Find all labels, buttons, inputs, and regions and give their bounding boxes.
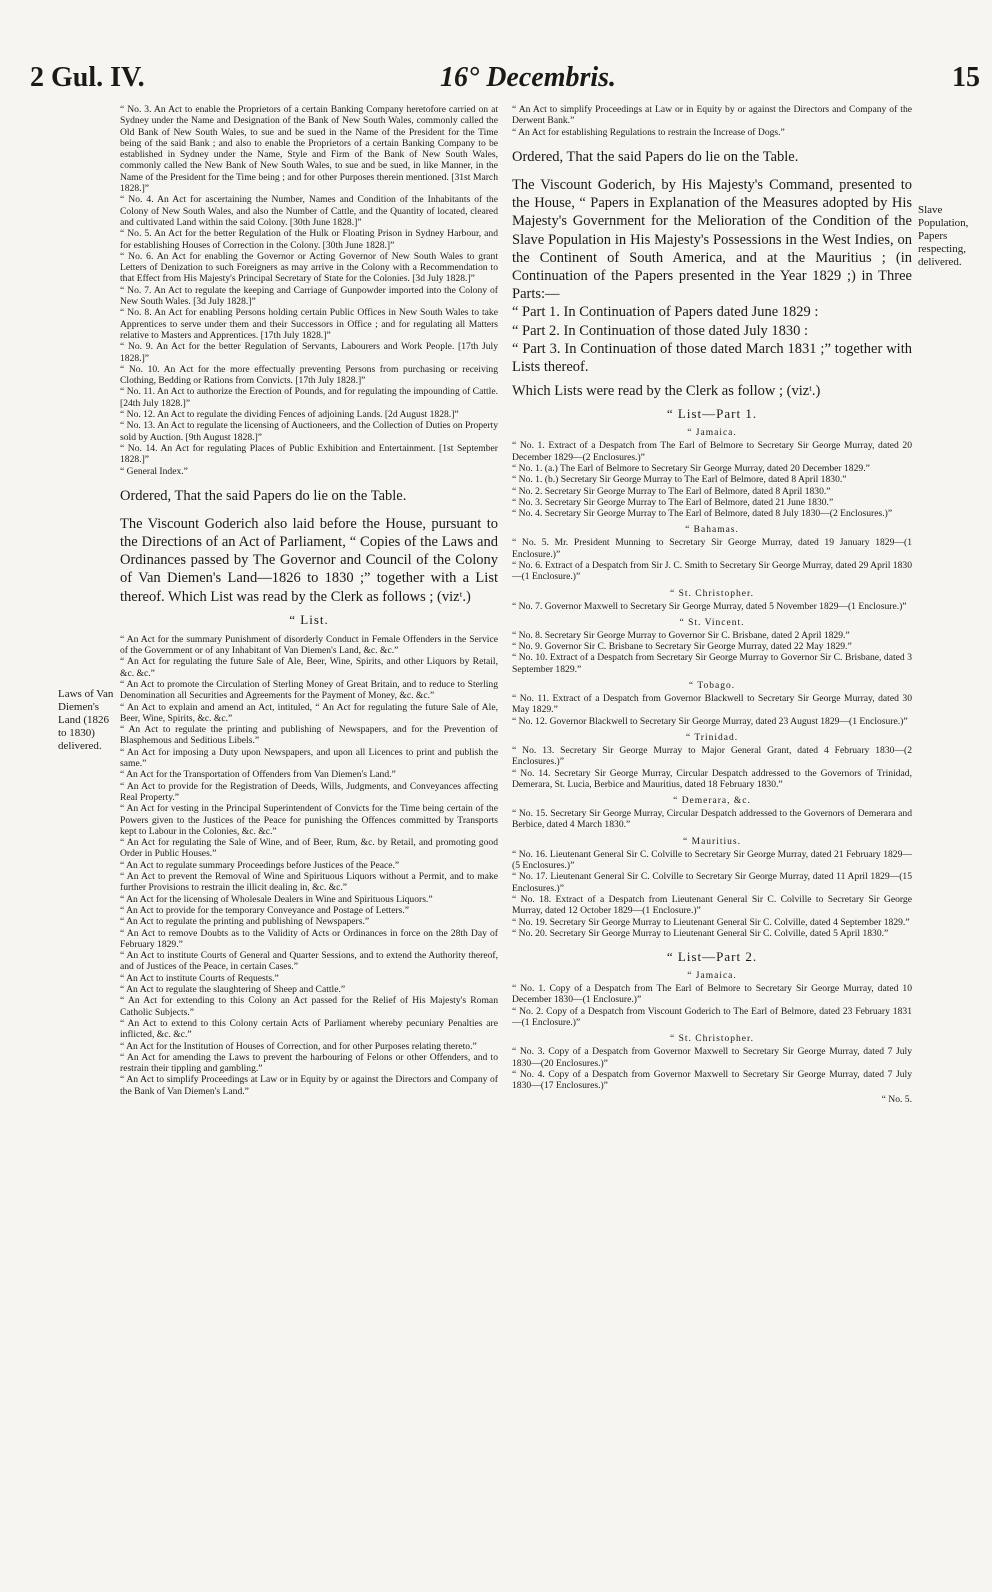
list-heading: “ List. [289, 611, 329, 627]
act-entry: “ An Act to prevent the Removal of Wine and Spirituous Liquors without a Permit, and to make further Provisions to restrain the illicit dealing in, &c. &c.” [120, 871, 498, 894]
act-entry: “ No. 4. An Act for ascertaining the Number, Names and Condition of the Inhabitants of the Colony of New South Wales, and also the Number of Cattle, and the Quantity of located, cleared and cultivated Land within the said Colony. [30th June 1828.]” [120, 194, 498, 228]
ordered-statement-2: Ordered, That the said Papers do lie on the Table. [512, 148, 799, 165]
part-line: “ Part 1. In Continuation of Papers dated June 1829 : [512, 304, 819, 321]
despatch-entry: “ No. 19. Secretary Sir George Murray to Lieutenant General Sir C. Colville, dated 4 September 1829.” [512, 916, 910, 928]
despatch-entry: “ No. 4. Secretary Sir George Murray to The Earl of Belmore, dated 8 July 1830—(2 Enclosures.)” [512, 508, 893, 520]
act-entry: “ An Act for imposing a Duty upon Newspapers, and upon all Licences to print and publish the same.” [120, 746, 498, 770]
act-entry: “ No. 11. An Act to authorize the Erection of Pounds, and for regulating the impounding of Cattle. [24th July 1828.]” [120, 386, 498, 409]
despatch-entry: “ No. 16. Lieutenant General Sir C. Colville to Secretary Sir George Murray, dated 21 February 1829—(5 Enclosures.)” [512, 848, 912, 872]
act-entry: “ An Act to institute Courts of General and Quarter Sessions, and to extend the Authority thereof, and of Justices of the Peace, in certain Cases.” [120, 950, 498, 973]
act-entry: “ An Act for regulating the future Sale of Ale, Beer, Wine, Spirits, and other Liquors by Retail, &c. &c.” [120, 656, 498, 679]
despatch-entry: “ No. 3. Copy of a Despatch from Governor Maxwell to Secretary Sir George Murray, dated 7 July 1830—(20 Enclosures.)” [512, 1046, 912, 1069]
act-entry: “ No. 13. An Act to regulate the licensing of Auctioneers, and the Collection of Duties on Property sold by Auction. [9th August 1828.]” [120, 420, 498, 443]
page-number: 15 [952, 62, 980, 93]
act-entry: “ An Act to extend to this Colony certain Acts of Parliament whereby pecuniary Penalties are inflicted, &c. &c.” [120, 1017, 498, 1041]
despatch-entry: “ No. 4. Copy of a Despatch from Governor Maxwell to Secretary Sir George Murray, dated 7 July 1830—(17 Enclosures.)” [512, 1068, 912, 1092]
act-entry: “ No. 8. An Act for enabling Persons holding certain Public Offices in New South Wales to take Apprentices to serve under them and their Successors in Office ; and for regulating all Matters relative to Masters and Apprentices. [17th July 1828.]” [120, 307, 498, 341]
act-entry: “ An Act to promote the Circulation of Sterling Money of Great Britain, and to reduce to Sterling Denomination all Securities and Agreements for the Payment of Money, &c. &c.” [120, 679, 498, 702]
despatch-entry: “ No. 10. Extract of a Despatch from Secretary Sir George Murray to Governor Sir C. Brisbane, dated 3 September 1829.” [512, 652, 912, 675]
act-entry: “ No. 10. An Act for the more effectually preventing Persons from purchasing or receiving Clothing, Bedding or Rations from Convicts. [17th July 1828.]” [120, 363, 498, 387]
despatch-entry: “ No. 13. Secretary Sir George Murray to Major General Grant, dated 4 February 1830—(2 Enclosures.)” [512, 744, 912, 768]
goderich-paragraph: The Viscount Goderich also laid before the House, pursuant to the Directions of an Act of Parliament, “ Copies of the Laws and Ordinances passed by The Governor and Council of the Colony of Van Diemen's Land—1826 to 1830 ;” together with a List thereof. Which List was read by the Clerk as follows ; (vizᵗ.) [120, 515, 498, 605]
despatch-entry: “ No. 17. Lieutenant General Sir C. Colville to Secretary Sir George Murray, dated 11 April 1829—(15 Enclosures.)” [512, 871, 912, 894]
despatch-entry: “ No. 1. Copy of a Despatch from The Earl of Belmore to Secretary Sir George Murray, dated 10 December 1830—(1 Enclosure.)” [512, 983, 912, 1006]
slave-paragraph: The Viscount Goderich, by His Majesty's Command, presented to the House, “ Papers in Explanation of the Measures adopted by His Majesty's Government for the Melioration of the Condition of the Slave Population in His Majesty's Possessions in the West Indies, on the Continent of South America, and at the Mauritius ; (in Continuation of the Papers presented in the Year 1829 ;) in Three Parts:— [512, 176, 912, 303]
act-entry: “ No. 12. An Act to regulate the dividing Fences of adjoining Lands. [2d August 1828.]” [120, 409, 459, 421]
act-entry: “ An Act for regulating the Sale of Wine, and of Beer, Rum, &c. by Retail, and promoting good Order in Public Houses.” [120, 837, 498, 860]
ordered-statement: Ordered, That the said Papers do lie on the Table. [120, 487, 407, 504]
act-entry: “ An Act for vesting in the Principal Superintendent of Convicts for the Time being certain of the Powers given to the Justices of the Peace for punishing the Offences committed by Transports kept to Labour in the Colonies, &c. &c.” [120, 803, 498, 837]
nsw-act-list [120, 104, 498, 477]
parts-list [512, 303, 912, 376]
despatch-entry: “ No. 1. (b.) Secretary Sir George Murray to The Earl of Belmore, dated 8 April 1830.” [512, 474, 847, 486]
colony-heading: “ Bahamas. [685, 525, 739, 536]
despatch-entry: “ No. 3. Secretary Sir George Murray to The Earl of Belmore, dated 21 June 1830.” [512, 496, 834, 508]
despatch-entry: “ No. 5. Mr. President Munning to Secretary Sir George Murray, dated 19 January 1829—(1 Enclosure.)” [512, 537, 912, 560]
sidenote-van-diemen: Laws of Van Diemen's Land (1826 to 1830) delivered. [58, 688, 114, 752]
derwent-act-list [512, 104, 912, 138]
act-entry: “ An Act to regulate the slaughtering of Sheep and Cattle.” [120, 984, 346, 996]
page-date: 16° Decembris. [440, 62, 617, 93]
act-entry: “ An Act to provide for the temporary Conveyance and Postage of Letters.” [120, 904, 410, 916]
act-entry: “ An Act for extending to this Colony an Act passed for the Relief of His Majesty's Roman Catholic Subjects.” [120, 995, 498, 1018]
act-entry: “ No. 3. An Act to enable the Proprietors of a certain Banking Company heretofore carried on at Sydney under the Name and Designation of the Bank of New South Wales, commonly called the Old Bank of New South Wales, to sue and be sued in the Name of the President for the Time being of the said Bank ; and also to enable the Proprietors of a certain Banking Company to be established in Sydney under the Name, Style and Firm of the Bank of New South Wales, commonly called the New Bank of New South Wales, to sue and be sued, in like Manner, in the Name of the President for the Time being ; and for other Purposes therein mentioned. [31st March 1828.]” [120, 104, 498, 195]
act-entry: “ An Act to simplify Proceedings at Law or in Equity by or against the Directors and Company of the Bank of Van Diemen's Land.” [120, 1074, 498, 1097]
colony-heading: “ Demerara, &c. [673, 796, 751, 807]
left-column [120, 104, 498, 1097]
colony-heading: “ Jamaica. [687, 428, 737, 439]
act-entry: “ An Act to regulate the printing and publishing of Newspapers, and for the Prevention of Blasphemous and Seditious Libels.” [120, 724, 498, 747]
act-entry: “ An Act to regulate the printing and publishing of Newspapers.” [120, 916, 370, 928]
act-entry: “ No. 6. An Act for enabling the Governor or Acting Governor of New South Wales to grant Letters of Denization to such Foreigners as may arrive in the Colony with a Recommendation to that Effect from His Majesty's Principal Secretary of State for the Colonies. [3d July 1828.]” [120, 250, 498, 285]
part1-sections [512, 428, 912, 939]
list-part1-heading: “ List—Part 1. [666, 406, 758, 422]
act-entry: “ An Act to provide for the Registration of Deeds, Wills, Judgments, and Conveyances affecting Real Property.” [120, 780, 498, 803]
despatch-entry: “ No. 1. Extract of a Despatch from The Earl of Belmore to Secretary Sir George Murray, dated 20 December 1829—(2 Enclosures.)” [512, 440, 912, 463]
colony-heading: “ St. Vincent. [679, 617, 745, 628]
catchword: “ No. 5. [881, 1093, 912, 1105]
act-entry: “ An Act for the Institution of Houses of Correction, and for other Purposes relating thereto.” [120, 1040, 477, 1052]
despatch-entry: “ No. 15. Secretary Sir George Murray, Circular Despatch addressed to the Governors of Demerara and Berbice, dated 4 March 1830.” [512, 808, 912, 831]
despatch-entry: “ No. 18. Extract of a Despatch from Lieutenant General Sir C. Colville to Secretary Sir George Murray, dated 12 October 1829—(1 Enclosure.)” [512, 893, 912, 917]
vdl-act-list [120, 634, 498, 1097]
act-entry: “ No. 5. An Act for the better Regulation of the Hulk or Floating Prison in Sydney Harbour, and for establishing Houses of Correction in the Colony. [30th June 1828.]” [120, 228, 498, 251]
colony-heading: “ St. Christopher. [670, 588, 754, 599]
despatch-entry: “ No. 2. Secretary Sir George Murray to The Earl of Belmore, dated 8 April 1830.” [512, 485, 831, 497]
act-entry: “ An Act for the licensing of Wholesale Dealers in Wine and Spirituous Liquors.” [120, 893, 433, 905]
list-part2-heading: “ List—Part 2. [666, 949, 758, 965]
colony-heading: “ Tobago. [688, 681, 736, 692]
act-entry: “ No. 9. An Act for the better Regulation of Servants, Labourers and Work People. [17th July 1828.]” [120, 341, 498, 364]
despatch-entry: “ No. 11. Extract of a Despatch from Governor Blackwell to Secretary Sir George Murray, dated 30 May 1829.” [512, 693, 912, 716]
act-entry: “ An Act for the Transportation of Offenders from Van Diemen's Land.” [120, 769, 396, 781]
despatch-entry: “ No. 14. Secretary Sir George Murray, Circular Despatch addressed to the Governors of Trinidad, Demerara, St. Lucia, Berbice and Mauritius, dated 18 February 1830.” [512, 767, 912, 790]
act-entry: “ An Act to simplify Proceedings at Law or in Equity by or against the Directors and Company of the Derwent Bank.” [512, 104, 912, 127]
act-entry: “ An Act to regulate summary Proceedings before Justices of the Peace.” [120, 859, 400, 871]
act-entry: “ An Act for amending the Laws to prevent the harbouring of Felons or other Offenders, and to restrain their tippling and gambling.” [120, 1051, 498, 1075]
sidenote-slave-population: Slave Population, Papers respecting, delivered. [918, 204, 969, 268]
act-entry: “ General Index.” [120, 465, 188, 477]
regnal-year: 2 Gul. IV. [30, 62, 145, 93]
act-entry: “ An Act for the summary Punishment of disorderly Conduct in Female Offenders in the Service of the Government or of any Inhabitant of Van Diemen's Land, &c. &c.” [120, 633, 498, 657]
act-entry: “ No. 14. An Act for regulating Places of Public Exhibition and Entertainment. [1st September 1828.]” [120, 442, 498, 466]
read-line: Which Lists were read by the Clerk as follow ; (vizᵗ.) [512, 383, 821, 400]
colony-heading: “ Mauritius. [683, 836, 741, 847]
page-header [30, 62, 980, 102]
right-column [512, 104, 912, 1105]
despatch-entry: “ No. 8. Secretary Sir George Murray to Governor Sir C. Brisbane, dated 2 April 1829.” [512, 629, 850, 641]
despatch-entry: “ No. 7. Governor Maxwell to Secretary Sir George Murray, dated 5 November 1829—(1 Enclosure.)” [512, 600, 907, 612]
despatch-entry: “ No. 12. Governor Blackwell to Secretary Sir George Murray, dated 23 August 1829—(1 Enclosure.)” [512, 715, 908, 727]
act-entry: “ No. 7. An Act to regulate the keeping and Carriage of Gunpowder imported into the Colony of New South Wales. [3d July 1828.]” [120, 284, 498, 308]
despatch-entry: “ No. 20. Secretary Sir George Murray to Lieutenant General Sir C. Colville, dated 5 April 1830.” [512, 927, 889, 939]
despatch-entry: “ No. 6. Extract of a Despatch from Sir J. C. Smith to Secretary Sir George Murray, dated 29 April 1830—(1 Enclosure.)” [512, 560, 912, 583]
act-entry: “ An Act to explain and amend an Act, intituled, “ An Act for regulating the future Sale of Ale, Beer, Wine, Spirits, &c. &c.” [120, 701, 498, 724]
despatch-entry: “ No. 1. (a.) The Earl of Belmore to Secretary Sir George Murray, dated 20 December 1829.” [512, 462, 870, 474]
act-entry: “ An Act to remove Doubts as to the Validity of Acts or Ordinances in force on the 28th Day of February 1829.” [120, 927, 498, 950]
act-entry: “ An Act for establishing Regulations to restrain the Increase of Dogs.” [512, 126, 785, 138]
despatch-entry: “ No. 2. Copy of a Despatch from Viscount Goderich to The Earl of Belmore, dated 23 February 1831—(1 Enclosure.)” [512, 1005, 912, 1029]
part2-sections [512, 971, 912, 1091]
colony-heading: “ Trinidad. [685, 732, 739, 743]
colony-heading: “ St. Christopher. [670, 1034, 754, 1045]
despatch-entry: “ No. 9. Governor Sir C. Brisbane to Secretary Sir George Murray, dated 22 May 1829.” [512, 641, 852, 653]
act-entry: “ An Act to institute Courts of Requests.” [120, 972, 279, 984]
part-line: “ Part 3. In Continuation of those dated March 1831 ;” together with Lists thereof. [512, 340, 912, 375]
part-line: “ Part 2. In Continuation of those dated July 1830 : [512, 322, 809, 339]
colony-heading: “ Jamaica. [687, 971, 737, 982]
